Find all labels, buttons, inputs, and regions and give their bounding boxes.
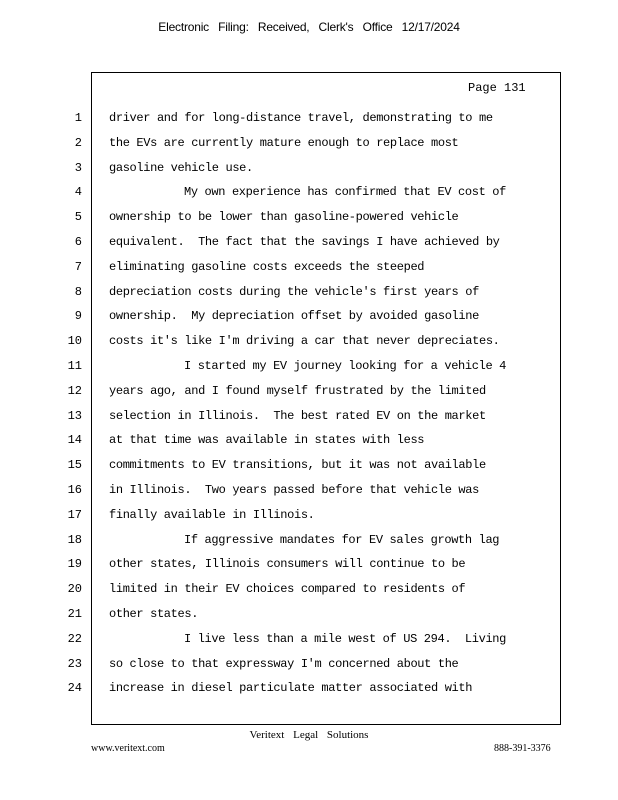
- line-number: 9: [74, 309, 82, 324]
- transcript-line: [0, 111, 560, 129]
- line-text: finally available in Illinois.: [109, 507, 315, 522]
- line-number: 11: [67, 359, 82, 373]
- transcript-line: [0, 533, 560, 551]
- line-number: 13: [67, 408, 82, 423]
- transcript-line: [0, 433, 560, 451]
- line-text: My own experience has confirmed that EV cost of: [184, 185, 507, 200]
- line-text: ownership. My depreciation offset by avoided gasoline: [109, 309, 479, 324]
- line-text: eliminating gasoline costs exceeds the steeped: [109, 259, 425, 274]
- line-number: 14: [67, 433, 82, 448]
- transcript-line: [0, 161, 560, 179]
- line-text: depreciation costs during the vehicle's first years of: [109, 284, 479, 299]
- filing-stamp: Electronic Filing: Received, Clerk's Office 12/17/2024: [158, 20, 460, 34]
- line-number: 23: [67, 656, 82, 671]
- line-text: driver and for long-distance travel, demonstrating to me: [109, 111, 493, 125]
- transcript-line: [0, 384, 560, 402]
- line-text: equivalent. The fact that the savings I have achieved by: [109, 235, 500, 249]
- line-text: costs it's like I'm driving a car that never depreciates.: [109, 334, 500, 349]
- line-number: 18: [67, 532, 82, 547]
- transcript-line: [0, 210, 560, 228]
- transcript-line: [0, 285, 560, 303]
- transcript-line: [0, 334, 560, 352]
- transcript-line: [0, 483, 560, 501]
- line-number: 22: [67, 631, 82, 646]
- footer-website: www.veritext.com: [91, 743, 165, 754]
- line-number: 5: [74, 210, 82, 225]
- footer-company: Veritext Legal Solutions: [249, 729, 369, 741]
- transcript-line: [0, 260, 560, 278]
- line-number: 1: [74, 111, 82, 125]
- transcript-line: [0, 607, 560, 625]
- transcript-line: [0, 309, 560, 327]
- transcript-line: [0, 409, 560, 427]
- transcript-line: [0, 557, 560, 575]
- transcript-line: [0, 185, 560, 203]
- line-text: I started my EV journey looking for a vehicle 4: [184, 359, 507, 373]
- transcript-line: [0, 657, 560, 675]
- line-text: ownership to be lower than gasoline-powered vehicle: [109, 210, 459, 225]
- line-number: 3: [74, 160, 82, 175]
- page-number: Page 131: [468, 81, 526, 95]
- line-number: 17: [67, 507, 82, 522]
- line-number: 6: [74, 235, 82, 249]
- transcript-line: [0, 458, 560, 476]
- transcript-line: [0, 508, 560, 526]
- line-text: so close to that expressway I'm concerned about the: [109, 656, 459, 671]
- line-text: If aggressive mandates for EV sales growth lag: [184, 532, 500, 547]
- line-text: in Illinois. Two years passed before that vehicle was: [109, 483, 479, 497]
- transcript-line: [0, 632, 560, 650]
- line-text: the EVs are currently mature enough to replace most: [109, 135, 459, 150]
- line-number: 7: [74, 259, 82, 274]
- transcript-line: [0, 136, 560, 154]
- line-text: increase in diesel particulate matter associated with: [109, 681, 473, 696]
- line-number: 21: [67, 607, 82, 621]
- line-text: other states, Illinois consumers will continue to be: [109, 557, 466, 572]
- footer-phone: 888-391-3376: [494, 743, 551, 754]
- line-text: limited in their EV choices compared to residents of: [109, 582, 466, 597]
- line-text: other states.: [109, 607, 199, 621]
- line-text: commitments to EV transitions, but it was not available: [109, 458, 486, 473]
- line-text: at that time was available in states with less: [109, 433, 425, 448]
- line-text: years ago, and I found myself frustrated by the limited: [109, 383, 486, 398]
- line-number: 12: [67, 383, 82, 398]
- line-text: I live less than a mile west of US 294. Living: [184, 631, 507, 646]
- line-number: 16: [67, 483, 82, 497]
- line-number: 19: [67, 557, 82, 572]
- line-text: gasoline vehicle use.: [109, 160, 253, 175]
- line-number: 2: [74, 135, 82, 150]
- transcript-line: [0, 681, 560, 699]
- transcript-line: [0, 235, 560, 253]
- line-number: 4: [74, 185, 82, 200]
- line-number: 20: [67, 582, 82, 597]
- transcript-line: [0, 582, 560, 600]
- transcript-line: [0, 359, 560, 377]
- line-number: 15: [67, 458, 82, 473]
- line-number: 10: [67, 334, 82, 349]
- line-text: selection in Illinois. The best rated EV on the market: [109, 408, 486, 423]
- line-number: 24: [67, 681, 82, 696]
- line-number: 8: [74, 284, 82, 299]
